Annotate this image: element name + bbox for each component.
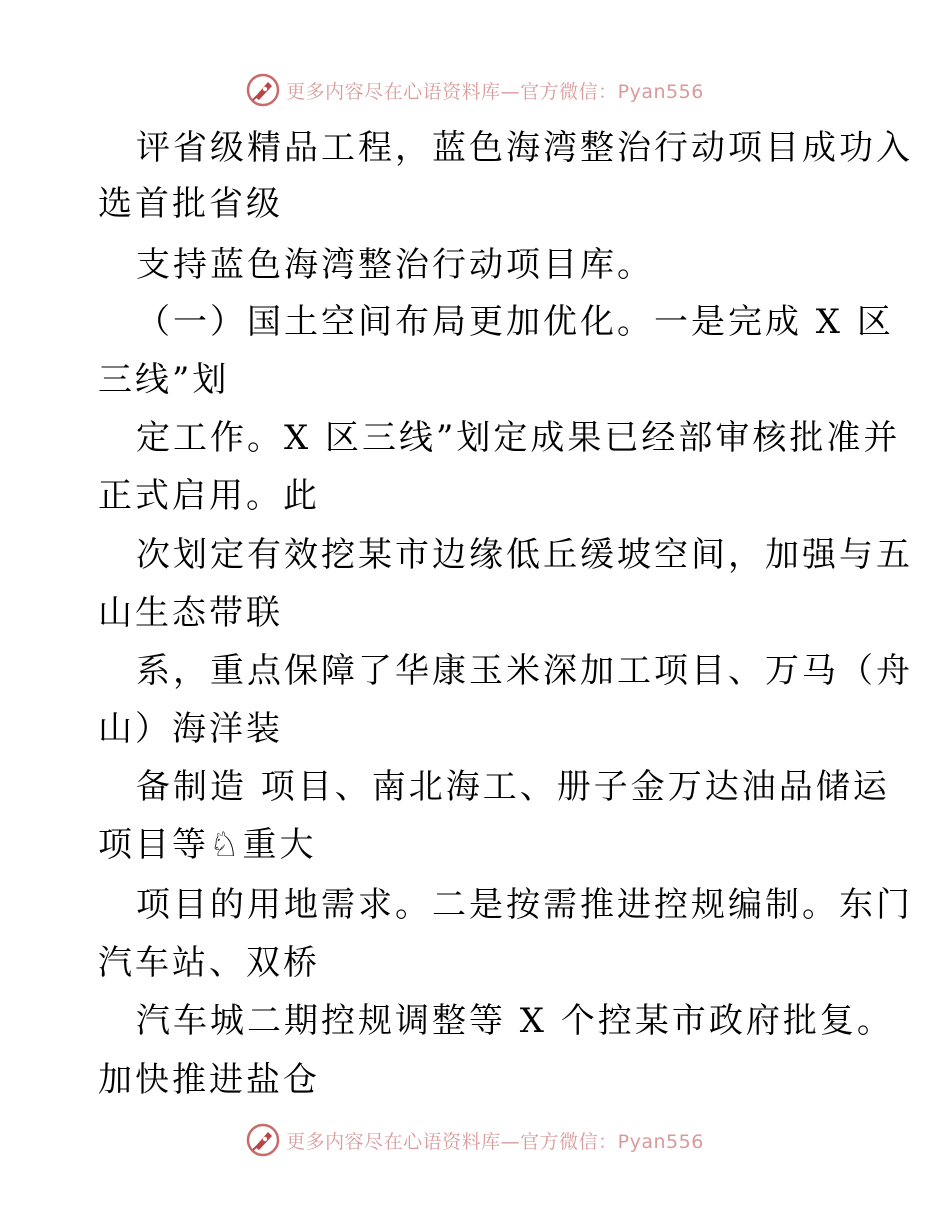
text-line: （一）国土空间布局更加优化。一是完成 X 区 xyxy=(136,302,894,342)
header-watermark xyxy=(0,70,950,110)
text-line: 选首批省级 xyxy=(98,184,283,224)
watermark-text: 更多内容尽在心语资料库—官方微信：Pyan556 xyxy=(286,1130,704,1153)
text-line: 系，重点保障了华康玉米深加工项目、万马（舟 xyxy=(136,651,913,691)
text-line: 次划定有效挖某市边缘低丘缓坡空间，加强与五 xyxy=(136,535,913,575)
text-line: 支持蓝色海湾整治行动项目库。 xyxy=(136,245,654,285)
text-line: 评省级精品工程，蓝色海湾整治行动项目成功入 xyxy=(136,128,913,168)
text-line: 加快推进盐仓 xyxy=(98,1060,320,1100)
text-line: 汽车城二期控规调整等 X 个控某市政府批复。 xyxy=(136,1001,894,1041)
text-line: 正式启用。此 xyxy=(98,476,320,516)
text-line: 汽车站、双桥 xyxy=(98,943,320,983)
text-line: 山生态带联 xyxy=(98,593,283,633)
watermark-text: 更多内容尽在心语资料库—官方微信：Pyan556 xyxy=(286,80,704,103)
text-line: 山）海洋装 xyxy=(98,709,283,749)
text-line: 备制造 项目、南北海工、册子金万达油品储运 xyxy=(136,767,890,807)
text-line: 项目等♘重大 xyxy=(98,825,317,865)
pen-nib-logo-icon xyxy=(246,73,280,107)
pen-nib-logo-icon xyxy=(246,1123,280,1157)
text-line: 三线”划 xyxy=(98,360,230,400)
text-line: 定工作。X 区三线”划定成果已经部审核批准并 xyxy=(136,418,901,458)
footer-watermark xyxy=(0,1120,950,1160)
text-line: 项目的用地需求。二是按需推进控规编制。东门 xyxy=(136,885,913,925)
